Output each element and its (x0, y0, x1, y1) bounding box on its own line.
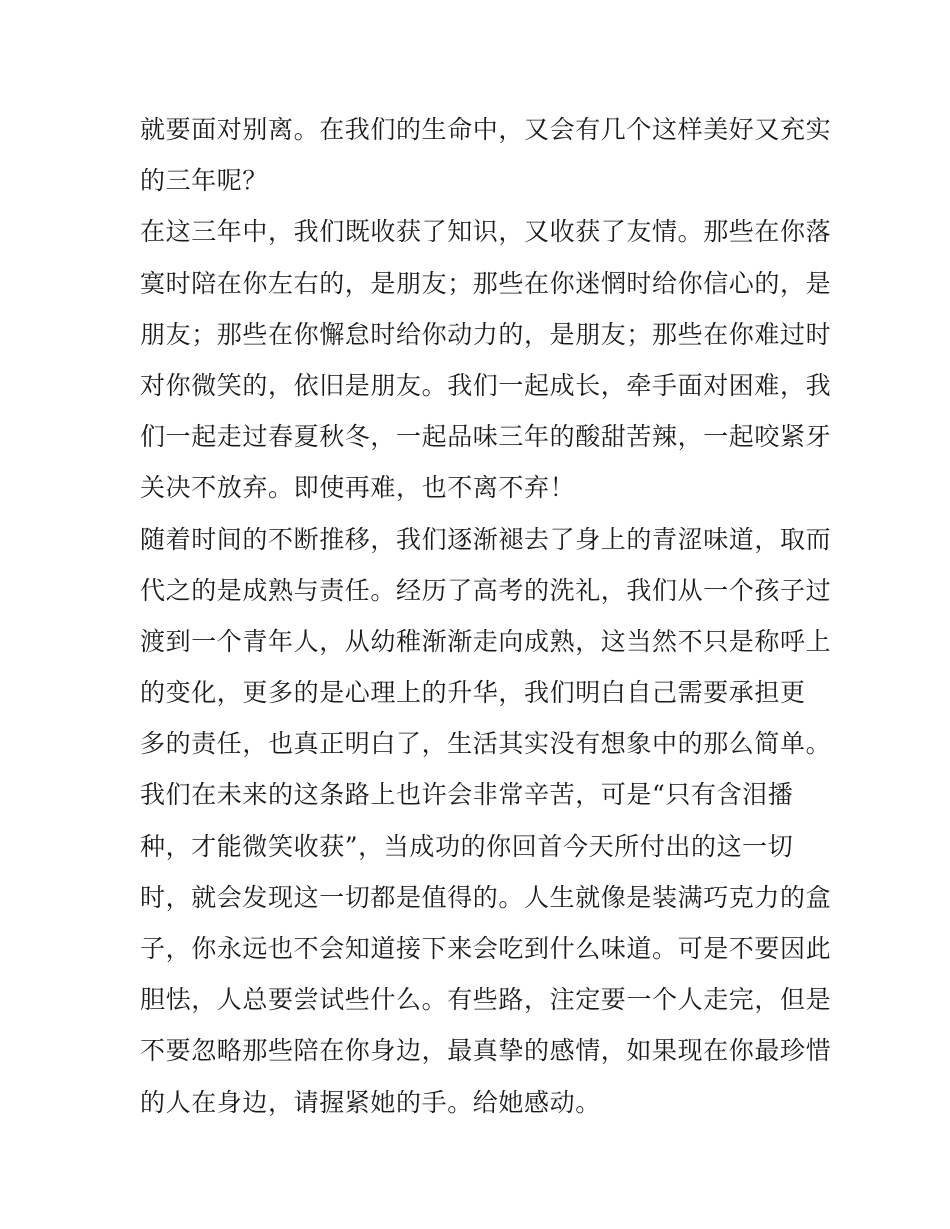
text-line: 的三年呢？ (140, 166, 269, 196)
text-line: 们一起走过春夏秋冬，一起品味三年的酸甜苦辣，一起咬紧牙 (140, 422, 832, 452)
text-line: 不要忽略那些陪在你身边，最真挚的感情，如果现在你最珍惜 (140, 1036, 832, 1066)
text-line: 多的责任，也真正明白了，生活其实没有想象中的那么简单。 (140, 729, 832, 759)
text-line: 寞时陪在你左右的，是朋友；那些在你迷惘时给你信心的，是 (140, 268, 832, 298)
text-line: 胆怯，人总要尝试些什么。有些路，注定要一个人走完，但是 (140, 985, 832, 1015)
body-text (140, 104, 832, 1128)
text-line: 我们在未来的这条路上也许会非常辛苦，可是“只有含泪播 (140, 780, 794, 810)
text-line: 对你微笑的，依旧是朋友。我们一起成长，牵手面对困难，我 (140, 370, 832, 400)
text-line: 代之的是成熟与责任。经历了高考的洗礼，我们从一个孩子过 (140, 575, 832, 605)
text-line: 就要面对别离。在我们的生命中，又会有几个这样美好又充实 (140, 115, 832, 144)
text-line: 子，你永远也不会知道接下来会吃到什么味道。可是不要因此 (140, 934, 832, 963)
text-line: 随着时间的不断推移，我们逐渐褪去了身上的青涩味道，取而 (140, 524, 832, 554)
text-line: 时，就会发现这一切都是值得的。人生就像是装满巧克力的盒 (140, 882, 832, 912)
text-line: 在这三年中，我们既收获了知识，又收获了友情。那些在你落 (140, 217, 832, 247)
text-line: 关决不放弃。即使再难，也不离不弃！ (140, 473, 576, 503)
text-line: 的变化，更多的是心理上的升华，我们明白自己需要承担更 (140, 678, 806, 708)
text-line: 的人在身边，请握紧她的手。给她感动。 (140, 1087, 601, 1117)
text-line: 朋友；那些在你懈怠时给你动力的，是朋友；那些在你难过时 (140, 319, 832, 349)
text-line: 种，才能微笑收获”，当成功的你回首今天所付出的这一切 (140, 831, 794, 861)
text-line: 渡到一个青年人，从幼稚渐渐走向成熟，这当然不只是称呼上 (140, 626, 832, 656)
